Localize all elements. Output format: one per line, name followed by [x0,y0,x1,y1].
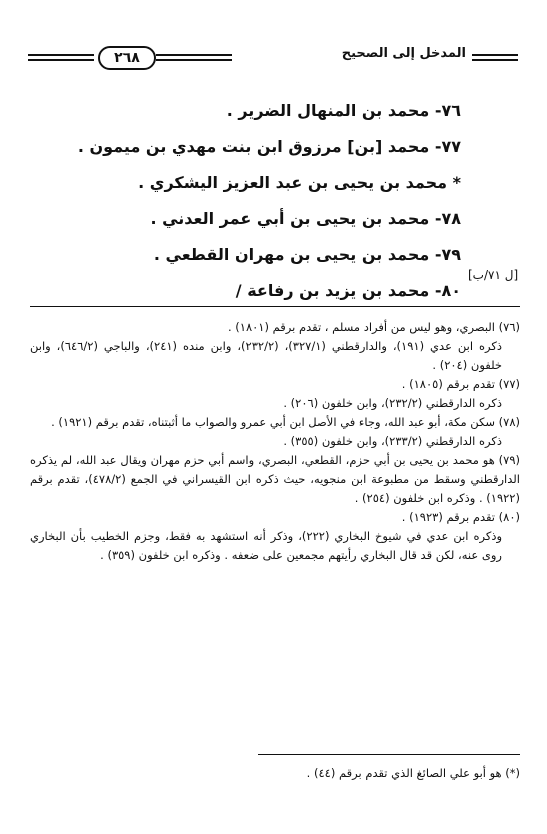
note-paragraph: وذكره ابن عدي في شيوخ البخاري (٢٢٢)، وذكر أنه استشهد به فقط، وجزم الخطيب بأن البخاري روى عنه، لكن قد قال البخاري رأيتهم مجمعين على ضعفه . وذكره ابن خلفون (٣٥٩) . [30,529,502,562]
notes-divider [30,306,520,307]
annotation-notes [30,318,520,565]
narrator-list [77,96,461,312]
header-rule [156,59,232,61]
note-paragraph: (٧٨) سكن مكة، أبو عبد الله، وجاء في الأصل ابن أبي عمرو والصواب ما أثبتناه، تقدم برقم (١٩٢١) . [51,415,520,429]
header-rule [472,54,518,56]
note-paragraph: (٧٩) هو محمد بن يحيى بن أبي حزم، القطعي، البصري، واسم أبي حزم مهران ويقال عبد الله، لم يذكره الدارقطني وسقط من مطبوعة ابن منجويه، حيث ذكره ابن القيسراني في الجمع (٤٧٨/٢)، تقدم برقم (١٩٢٢) . وذكره ابن خلفون (٢٥٤) . [30,453,520,505]
note-paragraph: ذكره الدارقطني (٢٣٣/٢)، وابن خلفون (٣٥٥) . [283,434,502,448]
book-title: المدخل إلى الصحيح [341,46,466,61]
page-header [28,46,518,72]
note-paragraph: (٨٠) تقدم برقم (١٩٢٣) . [401,510,520,524]
note-paragraph: ذكره الدارقطني (٢٣٢/٢)، وابن خلفون (٢٠٦) . [283,396,502,410]
header-rule [28,54,94,56]
narrator-entry: ٧٧- محمد [بن] مرزوق ابن بنت مهدي بن ميمون . [77,137,461,156]
header-rule [472,59,518,61]
narrator-entry: ٧٩- محمد بن يحيى بن مهران القطعي . [153,245,461,264]
footnote-divider [258,754,520,755]
footnote: (*) هو أبو علي الصائغ الذي تقدم برقم (٤٤) . [306,766,520,780]
note-paragraph: ذكره ابن عدي (١٩١)، والدارقطني (٣٢٧/١)، (٢٣٢/٢)، وابن منده (٢٤١)، والباجي (٦٤٦/٢)، وابن خلفون (٢٠٤) . [30,339,502,372]
note-paragraph: (٧٧) تقدم برقم (١٨٠٥) . [401,377,520,391]
narrator-entry: ٧٦- محمد بن المنهال الضرير . [226,101,461,120]
narrator-entry: ٧٨- محمد بن يحيى بن أبي عمر العدني . [150,209,461,228]
header-rule [156,54,232,56]
page-number: ٢٦٨ [98,46,156,70]
narrator-entry: * محمد بن يحيى بن عبد العزيز اليشكري . [138,173,461,192]
note-paragraph: (٧٦) البصري، وهو ليس من أفراد مسلم ، تقدم برقم (١٨٠١) . [227,320,520,334]
manuscript-folio-reference: [ل ٧١/ب] [468,268,519,282]
header-rule [28,59,94,61]
narrator-entry: ٨٠- محمد بن يزيد بن رفاعة / [235,281,461,300]
